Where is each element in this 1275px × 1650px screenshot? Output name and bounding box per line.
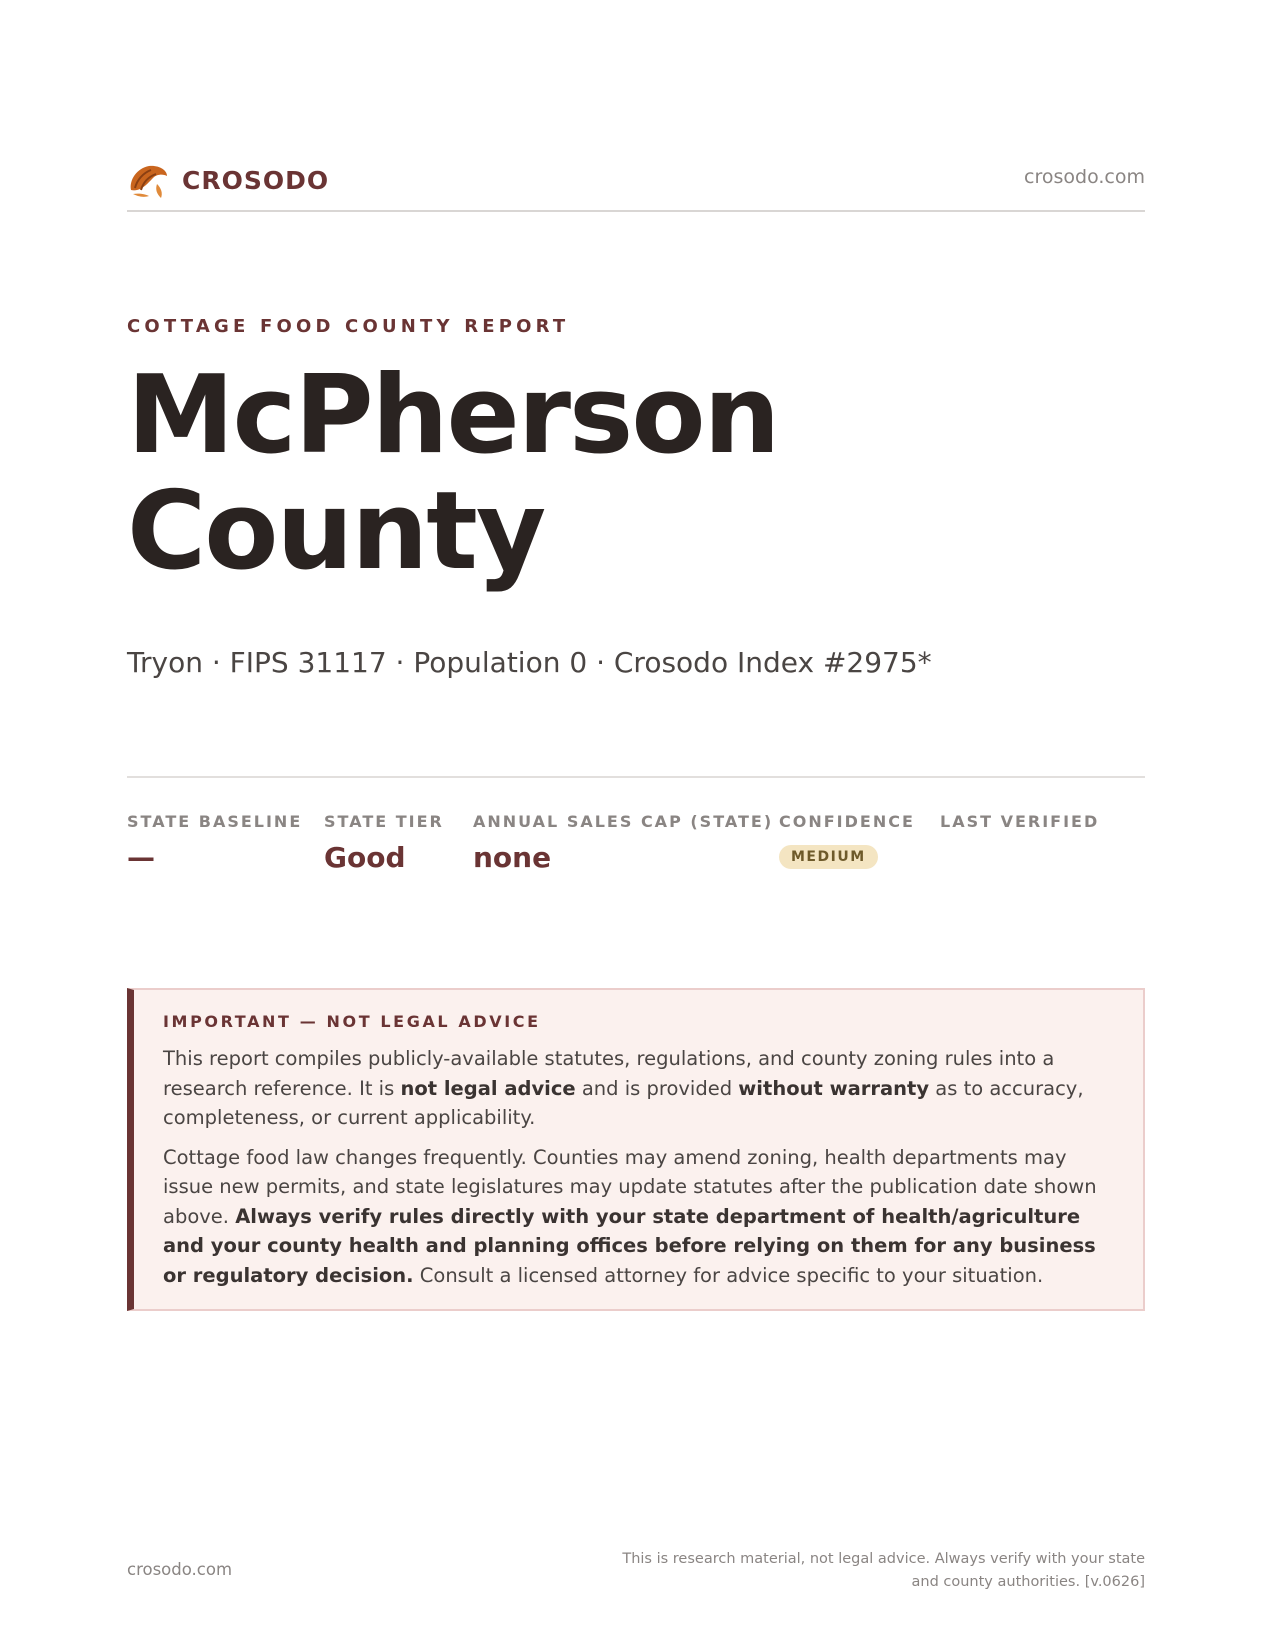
- stat-value: Good: [324, 841, 406, 874]
- notice-title: IMPORTANT — NOT LEGAL ADVICE: [163, 1012, 541, 1031]
- footer-disclaimer: [622, 1548, 1145, 1594]
- stat-label: ANNUAL SALES CAP (STATE): [473, 812, 774, 831]
- brand-name: CROSODO: [182, 165, 330, 195]
- footer-site-url[interactable]: crosodo.com: [127, 1560, 233, 1579]
- notice-text: Consult a licensed attorney for advice specific to your situation.: [413, 1263, 1044, 1287]
- croissant-icon: [127, 160, 169, 200]
- notice-paragraph-1: [163, 1044, 1117, 1133]
- notice-text: and is provided: [575, 1076, 739, 1100]
- stat-state-baseline: [127, 812, 302, 874]
- stat-label: CONFIDENCE: [779, 812, 915, 831]
- notice-emphasis: without warranty: [738, 1076, 930, 1100]
- confidence-badge: MEDIUM: [779, 845, 878, 869]
- stat-label: STATE BASELINE: [127, 812, 303, 831]
- brand: [127, 160, 329, 200]
- footer-disclaimer-line-2: and county authorities. [v.0626]: [911, 1574, 1145, 1590]
- title-line-2: County: [127, 469, 545, 594]
- legal-notice: [127, 988, 1145, 1311]
- notice-text: This report compiles publicly-available statutes, regulations, and county zoning rules into a research reference. It is: [163, 1047, 1055, 1100]
- stat-state-tier: [324, 812, 444, 874]
- site-url[interactable]: crosodo.com: [1024, 166, 1145, 188]
- report-page: [127, 0, 1145, 1650]
- footer-disclaimer-line-1: This is research material, not legal advice. Always verify with your state: [622, 1551, 1145, 1567]
- stat-confidence: [779, 812, 915, 869]
- stats-divider: [127, 776, 1145, 778]
- stat-last-verified: [940, 812, 1099, 841]
- stat-label: STATE TIER: [324, 812, 444, 831]
- page-title: [127, 353, 779, 594]
- page-header: [127, 158, 1145, 212]
- report-subtitle: Tryon · FIPS 31117 · Population 0 · Crosodo Index #2975*: [127, 646, 932, 679]
- notice-emphasis: Always verify rules directly with your state department of health/agriculture and your county health and planning offices before relying on them for any business or regulatory decision.: [163, 1204, 1096, 1287]
- notice-text: as to accuracy, completeness, or current applicability.: [163, 1076, 1084, 1129]
- notice-paragraph-2: [163, 1143, 1117, 1291]
- stat-value: —: [127, 841, 155, 874]
- notice-emphasis: not legal advice: [400, 1076, 576, 1100]
- report-eyebrow: COTTAGE FOOD COUNTY REPORT: [127, 316, 570, 337]
- stat-annual-sales-cap: [473, 812, 773, 874]
- stat-value: none: [473, 841, 552, 874]
- stat-label: LAST VERIFIED: [940, 812, 1100, 831]
- notice-text: Cottage food law changes frequently. Counties may amend zoning, health departments may issue new permits, and state legislatures may update statutes after the publication date shown above.: [163, 1145, 1097, 1228]
- title-line-1: McPherson: [127, 353, 779, 478]
